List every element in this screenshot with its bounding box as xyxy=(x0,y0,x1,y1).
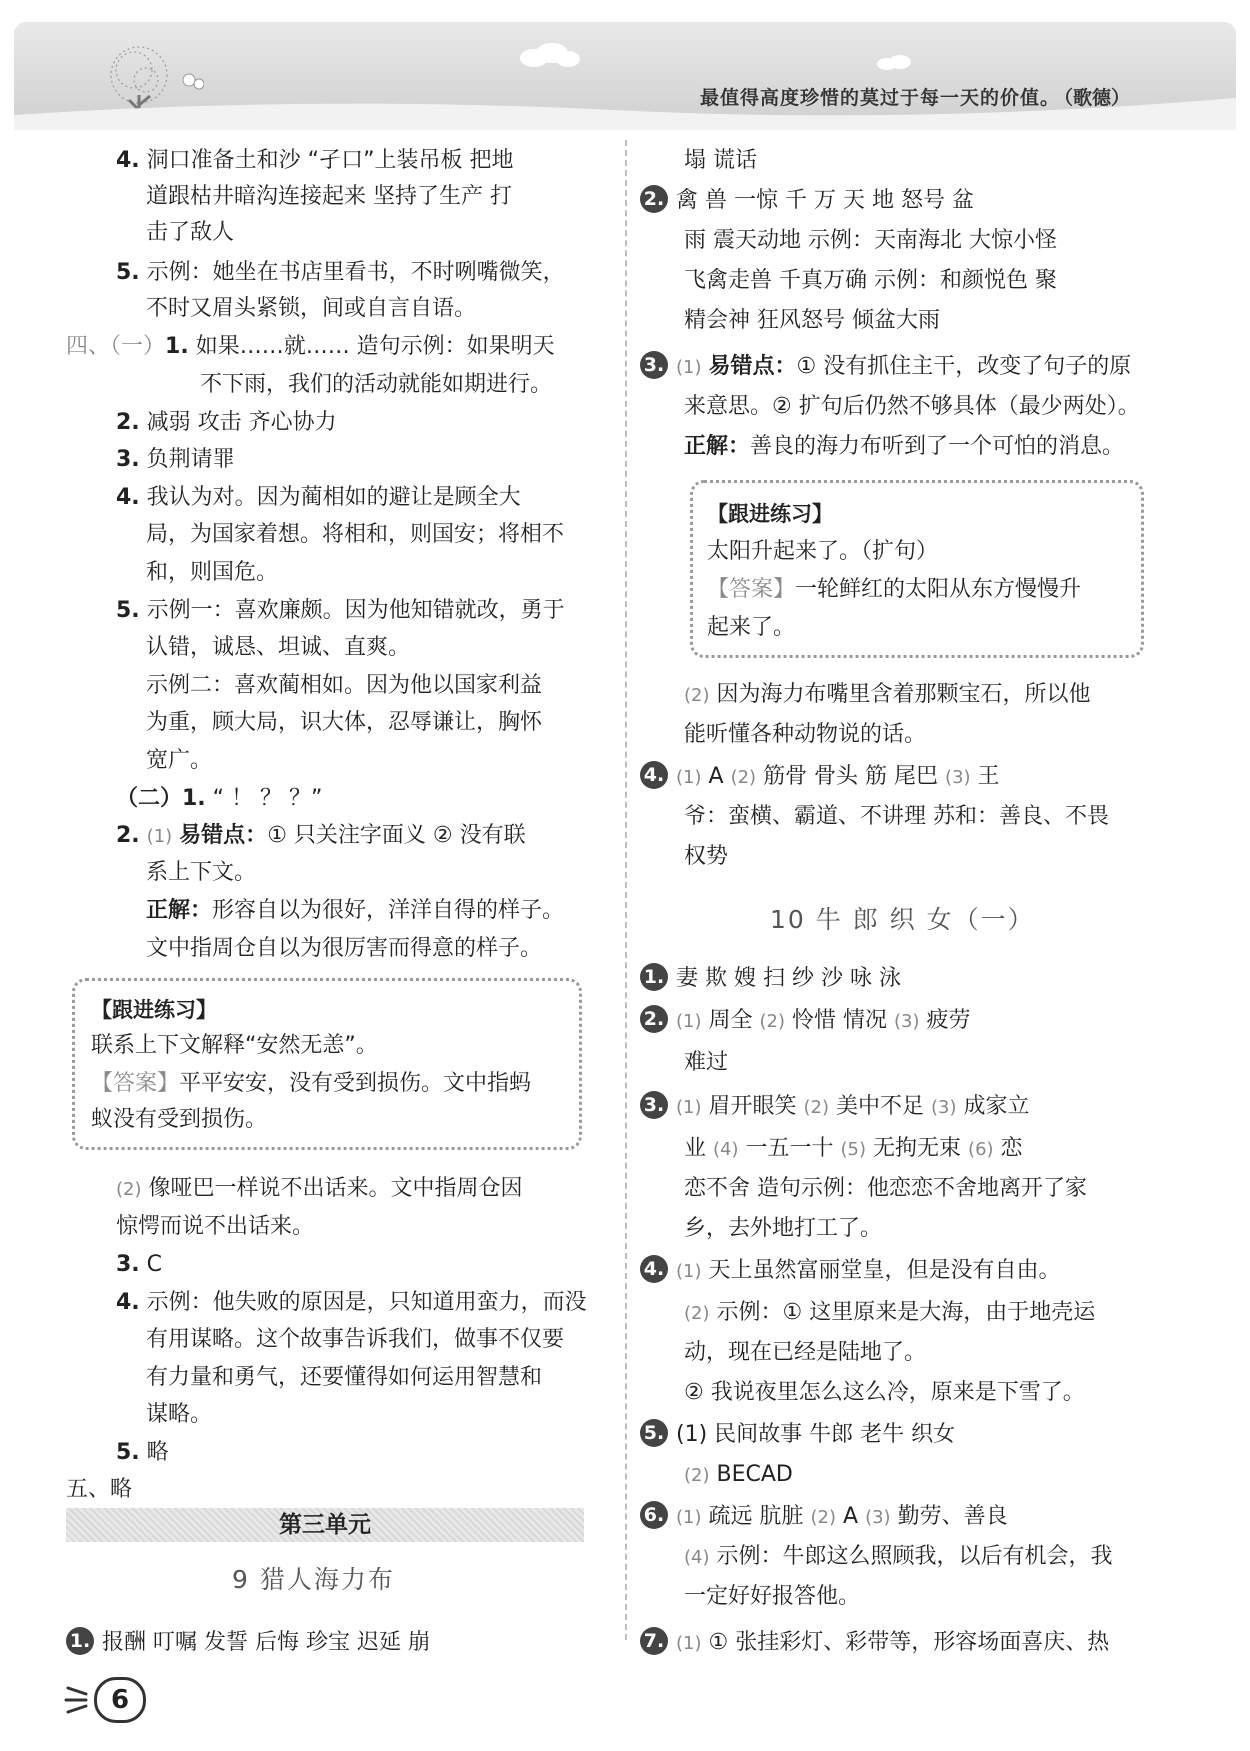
box-question: 太阳升起来了。（扩句） xyxy=(707,539,939,564)
box-answer: 蚁没有受到损伤。 xyxy=(91,1107,268,1132)
answer-line: 一定好好报答他。 xyxy=(684,1584,861,1609)
answer-line: （二）1. “ ！ ？ ？” xyxy=(116,786,323,811)
answer-line: 4. (1) 天上虽然富丽堂皇，但是没有自由。 xyxy=(640,1254,1061,1289)
answer-line: 有力量和勇气，还要懂得如何运用智慧和 xyxy=(146,1365,543,1390)
answer-line: 谋略。 xyxy=(146,1402,213,1427)
answer-line: 五、略 xyxy=(66,1477,133,1502)
answer-line: 塌 谎话 xyxy=(684,148,757,173)
follow-up-exercise-box xyxy=(72,978,582,1150)
answer-line: 系上下文。 xyxy=(146,860,257,885)
answer-line: 爷：蛮横、霸道、不讲理 苏和：善良、不畏 xyxy=(684,804,1109,829)
answer-line: 宽广。 xyxy=(146,748,213,773)
answer-line: 3. (1) 眉开眼笑 (2) 美中不足 (3) 成家立 xyxy=(640,1090,1030,1125)
answer-line: 1. 报酬 叮嘱 发誓 后悔 珍宝 迟延 崩 xyxy=(66,1626,430,1660)
box-answer: 起来了。 xyxy=(707,615,796,640)
answer-line: (2) 示例：① 这里原来是大海，由于地壳运 xyxy=(684,1300,1096,1325)
motto: 最值得高度珍惜的莫过于每一天的价值。 xyxy=(699,87,1060,109)
answer-line: 5. (1) 民间故事 牛郎 老牛 织女 xyxy=(640,1418,955,1452)
box-question: 联系上下文解释“安然无恙”。 xyxy=(91,1033,378,1058)
answer-line: 飞禽走兽 千真万确 示例：和颜悦色 聚 xyxy=(684,268,1057,293)
answer-line: 5. 示例：她坐在书店里看书，不时咧嘴微笑， xyxy=(116,260,565,285)
answer-line: 4. 示例：他失败的原因是，只知道用蛮力，而没 xyxy=(116,1290,587,1315)
answer-line: 3. C xyxy=(116,1252,163,1277)
answer-line: (2) BECAD xyxy=(684,1462,793,1487)
answer-line: 4. 我认为对。因为蔺相如的避让是顾全大 xyxy=(116,485,521,510)
answer-line: 不时又眉头紧锁，间或自言自语。 xyxy=(146,296,477,321)
answer-line: 恋不舍 造句示例：他恋恋不舍地离开了家 xyxy=(684,1176,1087,1201)
answer-line: 2. (1) 周全 (2) 怜惜 情况 (3) 疲劳 xyxy=(640,1004,971,1039)
answer-line: 道跟枯井暗沟连接起来 坚持了生产 打 xyxy=(146,184,512,209)
lesson-title: 9 猎人海力布 xyxy=(232,1565,395,1594)
box-title: 【跟进练习】 xyxy=(91,998,217,1022)
answer-line: 动，现在已经是陆地了。 xyxy=(684,1340,927,1365)
answer-line: 2. (1) 易错点：① 只关注字面义 ② 没有联 xyxy=(116,823,526,848)
answer-line: 2. 减弱 攻击 齐心协力 xyxy=(116,410,337,435)
answer-line: 3. 负荆请罪 xyxy=(116,447,235,472)
column-divider xyxy=(625,140,627,1640)
answer-line: 有用谋略。这个故事告诉我们，做事不仅要 xyxy=(146,1327,565,1352)
answer-line: 业 (4) 一五一十 (5) 无拘无束 (6) 恋 xyxy=(684,1136,1023,1161)
answer-line: 乡，去外地打工了。 xyxy=(684,1216,883,1241)
box-answer: 【答案】一轮鲜红的太阳从东方慢慢升 xyxy=(707,577,1082,602)
answer-line: 精会神 狂风怒号 倾盆大雨 xyxy=(684,308,940,333)
answer-line: 7. (1) ① 张挂彩灯、彩带等，形容场面喜庆、热 xyxy=(640,1626,1109,1661)
answer-line: 认错，诚恳、坦诚、直爽。 xyxy=(146,635,411,660)
answer-line: 局，为国家着想。将相和，则国安；将相不 xyxy=(146,522,565,547)
motto-author: （歌德） xyxy=(1053,87,1130,109)
answer-line: 5. 示例一：喜欢廉颇。因为他知错就改，勇于 xyxy=(116,598,565,623)
answer-line: 6. (1) 疏远 肮脏 (2) A (3) 勤劳、善良 xyxy=(640,1500,1008,1535)
box-answer: 【答案】平平安安，没有受到损伤。文中指蚂 xyxy=(91,1071,532,1096)
answer-line: 和，则国危。 xyxy=(146,560,279,585)
answer-line: 能听懂各种动物说的话。 xyxy=(684,722,927,747)
answer-line: 雨 震天动地 示例：天南海北 大惊小怪 xyxy=(684,228,1057,253)
answer-line: 正解：形容自以为很好，洋洋自得的样子。 xyxy=(146,898,565,923)
answer-line: ② 我说夜里怎么这么冷，原来是下雪了。 xyxy=(684,1380,1085,1405)
answer-line: 击了敌人 xyxy=(146,220,235,245)
answer-line: 4. 洞口准备土和沙 “孑口”上装吊板 把地 xyxy=(116,148,514,173)
answer-line: 3. (1) 易错点：① 没有抓住主干，改变了句子的原 xyxy=(640,350,1131,385)
answer-line: 2. 禽 兽 一惊 千 万 天 地 怒号 盆 xyxy=(640,184,974,218)
unit-title: 第三单元 xyxy=(279,1512,371,1538)
follow-up-exercise-box xyxy=(690,480,1144,658)
answer-line: 不下雨，我们的活动就能如期进行。 xyxy=(200,372,553,397)
box-title: 【跟进练习】 xyxy=(707,502,833,526)
header-banner xyxy=(14,22,1236,130)
answer-line: 1. 妻 欺 嫂 扫 纱 沙 咏 泳 xyxy=(640,962,901,996)
cloud-icon xyxy=(874,54,914,70)
answer-line: (4) 示例：牛郎这么照顾我，以后有机会，我 xyxy=(684,1544,1113,1569)
page-number: 6 xyxy=(94,1677,146,1723)
cloud-icon xyxy=(514,42,584,68)
answer-line: (2) 因为海力布嘴里含着那颗宝石，所以他 xyxy=(684,682,1091,707)
answer-line: 正解：善良的海力布听到了一个可怕的消息。 xyxy=(684,434,1125,459)
answer-line: 4. (1) A (2) 筋骨 骨头 筋 尾巴 (3) 王 xyxy=(640,760,1000,795)
answer-line: 权势 xyxy=(684,844,729,869)
answer-line: 示例二：喜欢蔺相如。因为他以国家利益 xyxy=(146,673,543,698)
answer-line: 文中指周仓自以为很厉害而得意的样子。 xyxy=(146,936,543,961)
answer-line: 为重，顾大局，识大体，忍辱谦让，胸怀 xyxy=(146,710,543,735)
answer-line: 难过 xyxy=(684,1050,729,1075)
answer-line: (2) 像哑巴一样说不出话来。文中指周仓因 xyxy=(116,1176,523,1201)
answer-line: 惊愕而说不出话来。 xyxy=(116,1214,315,1239)
answer-line: 来意思。② 扩句后仍然不够具体（最少两处）。 xyxy=(684,394,1140,419)
answer-line: 5. 略 xyxy=(116,1440,169,1465)
page-number-decoration xyxy=(64,1680,94,1720)
lesson-title: 10 牛 郎 织 女（一） xyxy=(770,905,1035,934)
answer-line: 四、（一）1. 如果……就…… 造句示例：如果明天 xyxy=(66,334,555,359)
